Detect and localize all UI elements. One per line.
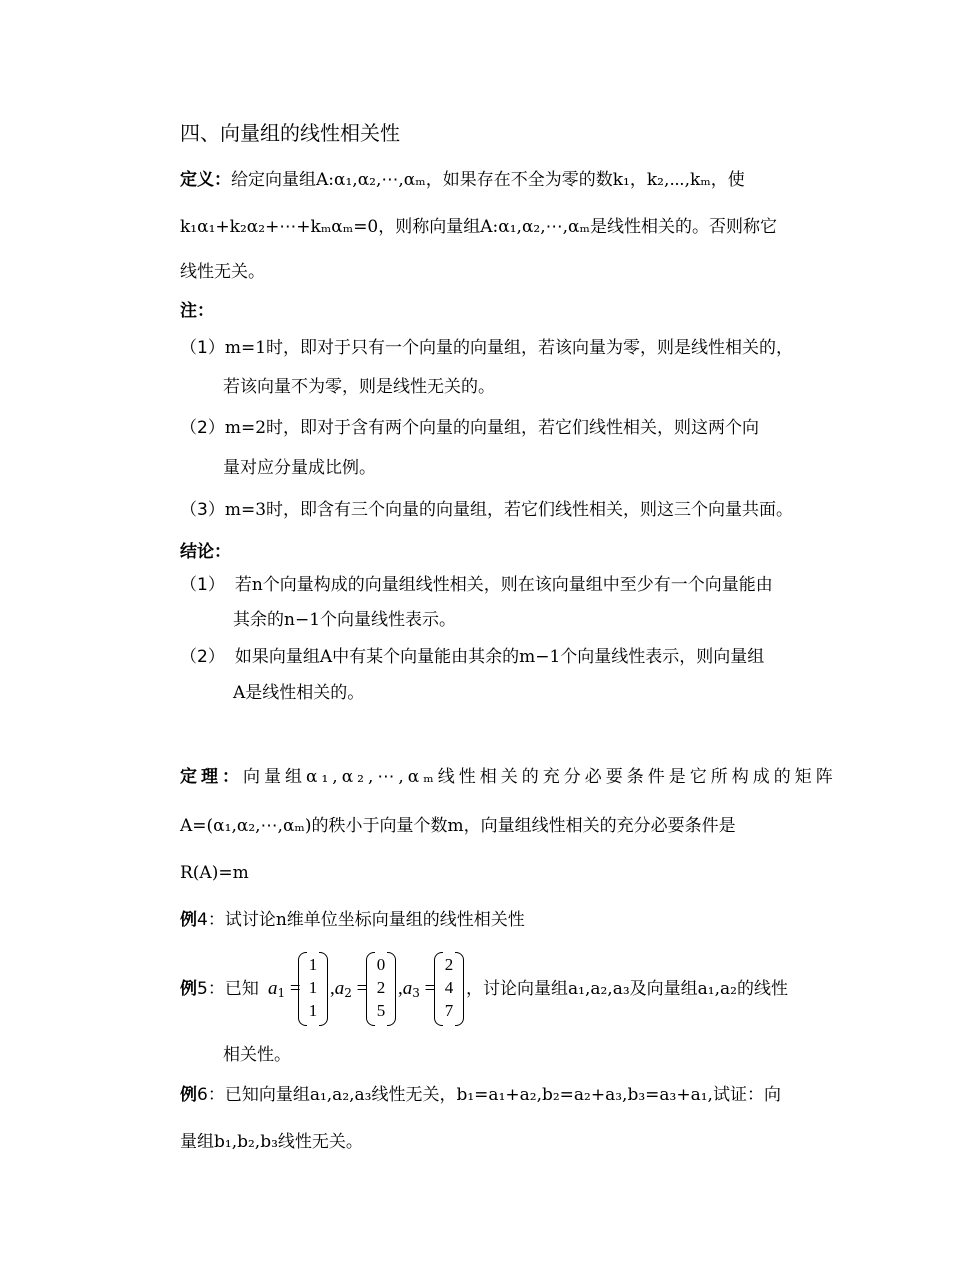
note-item-2 <box>180 415 759 441</box>
conclusion-item-1 <box>180 572 773 598</box>
matrix-a3-cell: 7 <box>444 1001 454 1020</box>
conclusion-item-2 <box>180 644 764 670</box>
example-5-intro <box>180 976 259 1002</box>
matrix-a2 <box>366 952 396 1024</box>
note-item-1 <box>180 335 793 361</box>
conclusion-item-2-line-2: A是线性相关的。 <box>233 683 365 703</box>
note-item-1-line-2: 若该向量不为零，则是线性无关的。 <box>223 377 495 397</box>
example-4 <box>180 907 525 933</box>
theorem-text-1: 向量组α₁,α₂,⋯,αₘ线性相关的充分必要条件是它所构成的矩阵 <box>243 767 837 787</box>
definition-label: 定义： <box>180 170 231 190</box>
example-4-text: 试讨论n维单位坐标向量组的线性相关性 <box>224 910 525 930</box>
example-6-text-1: 已知向量组a₁,a₂,a₃线性无关，b₁=a₁+a₂,b₂=a₂+a₃,b₃=a₃+a₁,试证：向 <box>224 1085 781 1105</box>
example-6-line-1 <box>180 1082 781 1108</box>
theorem-label: 定理： <box>180 767 243 787</box>
note-item-3-line-1: m=3时，即含有三个向量的向量组，若它们线性相关，则这三个向量共面。 <box>224 500 794 520</box>
definition-line-3: 线性无关。 <box>180 262 265 282</box>
conclusion-item-1-line-1: 若n个向量构成的向量组线性相关，则在该向量组中至少有一个向量能由 <box>234 575 773 595</box>
example-4-num: 4 <box>197 910 208 930</box>
a2-label: $,a_2$ = <box>330 978 368 1000</box>
conclusion-item-2-num: （2） <box>180 647 225 667</box>
definition-text-1: 给定向量组A:α₁,α₂,⋯,αₘ，如果存在不全为零的数k₁，k₂,⋯,kₘ，使 <box>231 170 745 190</box>
example-5-num: 5 <box>197 979 208 999</box>
example-6-num: 6 <box>197 1085 208 1105</box>
note-item-1-line-1: m=1时，即对于只有一个向量的向量组，若该向量为零，则是线性相关的， <box>224 338 794 358</box>
example-4-label: 例 <box>180 910 197 930</box>
example-5-intro-text: 已知 <box>224 979 259 999</box>
matrix-a1-cell: 1 <box>308 955 318 974</box>
note-label: 注： <box>180 301 214 321</box>
note-item-2-line-1: m=2时，即对于含有两个向量的向量组，若它们线性相关，则这两个向 <box>224 418 760 438</box>
example-6-line-2: 量组b₁,b₂,b₃线性无关。 <box>180 1132 363 1152</box>
example-6-colon: ： <box>207 1085 225 1105</box>
matrix-a2-cell: 0 <box>376 955 386 974</box>
note-item-2-line-2: 量对应分量成比例。 <box>223 458 376 478</box>
matrix-a3-cell: 2 <box>444 955 454 974</box>
a1-label: $a_1$ = <box>268 978 301 1000</box>
definition-line-1 <box>180 167 745 193</box>
section-title: 四、向量组的线性相关性 <box>180 121 400 145</box>
note-item-2-num: （2） <box>180 418 225 438</box>
example-4-colon: ： <box>207 910 225 930</box>
theorem-line-2: A=(α₁,α₂,⋯,αₘ)的秩小于向量个数m，向量组线性相关的充分必要条件是 <box>180 816 736 836</box>
matrix-a2-cell: 5 <box>376 1001 386 1020</box>
matrix-a3-cell: 4 <box>444 978 454 997</box>
matrix-a3 <box>434 952 464 1024</box>
example-5-colon: ： <box>207 979 225 999</box>
note-item-3-num: （3） <box>180 500 225 520</box>
note-item-3 <box>180 497 793 523</box>
a3-label: $,a_3$ = <box>398 978 436 1000</box>
theorem-line-1 <box>180 764 837 790</box>
conclusion-item-2-line-1: 如果向量组A中有某个向量能由其余的m−1个向量线性表示，则向量组 <box>234 647 765 667</box>
definition-line-2: k₁α₁+k₂α₂+⋯+kₘαₘ=0，则称向量组A:α₁,α₂,⋯,αₘ是线性相关的。否则称它 <box>180 217 777 237</box>
conclusion-item-1-num: （1） <box>180 575 225 595</box>
matrix-a1-cell: 1 <box>308 978 318 997</box>
example-6-label: 例 <box>180 1085 197 1105</box>
matrix-a1 <box>298 952 328 1024</box>
example-5-tail: ，讨论向量组a₁,a₂,a₃及向量组a₁,a₂的线性 <box>466 979 788 999</box>
conclusion-label: 结论： <box>180 542 231 562</box>
conclusion-item-1-line-2: 其余的n−1个向量线性表示。 <box>233 610 457 630</box>
theorem-line-3: R(A)=m <box>180 863 249 883</box>
example-5-line-2: 相关性。 <box>223 1045 291 1065</box>
matrix-a2-cell: 2 <box>376 978 386 997</box>
note-item-1-num: （1） <box>180 338 225 358</box>
matrix-a1-cell: 1 <box>308 1001 318 1020</box>
example-5-label: 例 <box>180 979 197 999</box>
